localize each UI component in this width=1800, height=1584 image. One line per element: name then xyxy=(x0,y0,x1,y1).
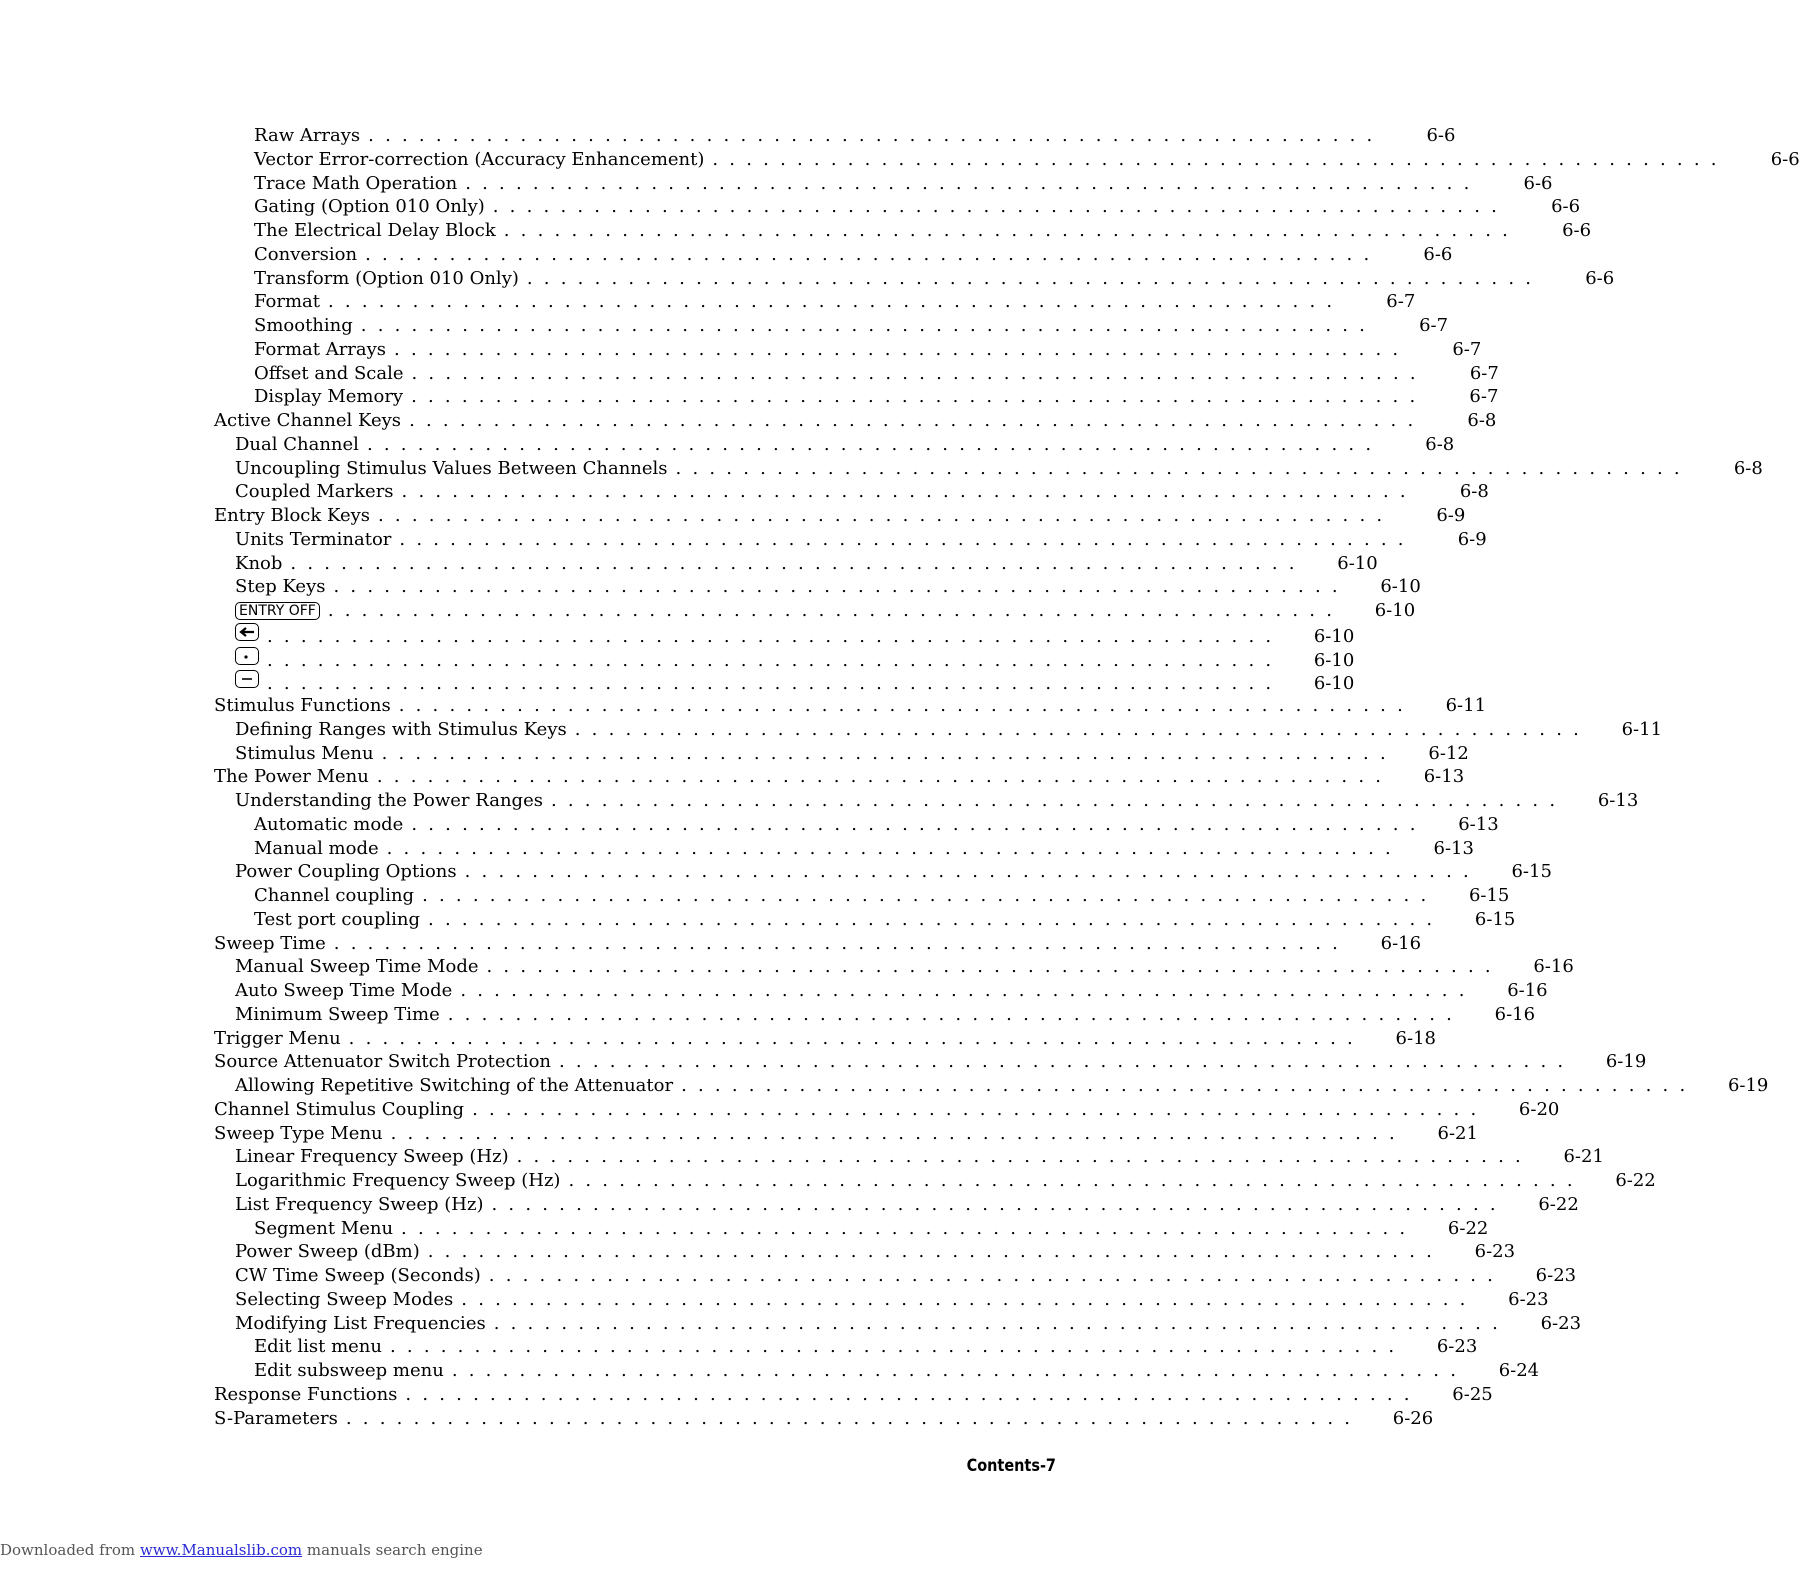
toc-dot-leader: ............................................................ xyxy=(333,932,1350,954)
toc-page-number: 6-15 xyxy=(1474,908,1516,930)
toc-entry-title: Test port coupling xyxy=(254,908,421,930)
toc-page-number: 6-9 xyxy=(1457,528,1487,550)
toc-page-number: 6-7 xyxy=(1469,386,1499,408)
toc-dot-leader: ............................................................ xyxy=(491,1193,1507,1215)
toc-page-number: 6-13 xyxy=(1458,813,1499,835)
toc-page-number: 6-25 xyxy=(1452,1383,1493,1405)
toc-entry-title: Response Functions xyxy=(214,1383,398,1405)
toc-entry[interactable] xyxy=(214,552,1378,576)
toc-entry-title: Modifying List Frequencies xyxy=(235,1312,486,1334)
toc-page-number: 6-13 xyxy=(1433,837,1474,859)
toc-dot-leader: ............................................................ xyxy=(376,766,1393,788)
toc-entry-key xyxy=(235,623,259,649)
toc-entry[interactable] xyxy=(214,932,1422,956)
toc-entry-title: Understanding the Power Ranges xyxy=(235,790,543,811)
toc-dot-leader: ............................................................ xyxy=(398,695,1415,716)
toc-dot-leader: ............................................................ xyxy=(464,861,1480,883)
toc-dot-leader: ............................................................ xyxy=(390,1336,1406,1358)
toc-page-number: 6-6 xyxy=(1770,148,1800,170)
toc-entry-title: Entry Block Keys xyxy=(214,505,371,526)
toc-entry[interactable] xyxy=(214,362,1499,386)
toc-entry[interactable] xyxy=(214,1383,1493,1407)
toc-entry[interactable] xyxy=(214,979,1548,1003)
toc-entry-title: Sweep Time xyxy=(214,932,326,954)
toc-dot-leader: ............................................................ xyxy=(516,1146,1532,1168)
toc-entry[interactable] xyxy=(214,813,1499,837)
toc-entry[interactable] xyxy=(214,718,1663,742)
toc-entry-title: The Power Menu xyxy=(214,766,369,788)
toc-entry-title: Transform (Option 010 Only) xyxy=(254,267,519,289)
toc-entry[interactable] xyxy=(214,623,1355,647)
toc-dot-leader: ............................................................ xyxy=(386,837,1402,859)
toc-entry[interactable] xyxy=(214,409,1497,433)
toc-dot-leader: ............................................................ xyxy=(267,673,1283,695)
toc-entry[interactable] xyxy=(214,433,1455,457)
toc-entry-title: Source Attenuator Switch Protection xyxy=(214,1051,551,1073)
toc-dot-leader: ............................................................ xyxy=(712,148,1728,170)
toc-entry-title: Raw Arrays xyxy=(254,125,361,146)
toc-entry[interactable] xyxy=(214,837,1474,861)
toc-dot-leader: ............................................................ xyxy=(503,220,1520,241)
toc-entry[interactable] xyxy=(214,1312,1582,1336)
minus-key-icon xyxy=(235,670,259,688)
toc-dot-leader: ............................................................ xyxy=(486,956,1502,978)
toc-entry[interactable] xyxy=(214,575,1421,599)
toc-entry[interactable] xyxy=(214,290,1416,314)
toc-entry[interactable] xyxy=(214,955,1574,979)
toc-dot-leader: ............................................................ xyxy=(267,649,1283,671)
entry-off-key-label: ENTRY OFF xyxy=(235,602,320,620)
toc-entry-title: Coupled Markers xyxy=(235,481,394,503)
toc-dot-leader: ............................................................ xyxy=(411,386,1427,408)
toc-dot-leader: ............................................................ xyxy=(394,338,1410,360)
toc-entry-title: Sweep Type Menu xyxy=(214,1122,383,1144)
toc-page-number: 6-6 xyxy=(1426,125,1456,146)
toc-page-number: 6-6 xyxy=(1551,196,1581,218)
toc-dot-leader: ............................................................ xyxy=(345,1407,1362,1429)
toc-entry[interactable] xyxy=(214,1335,1478,1359)
manualslib-link[interactable]: www.Manualslib.com xyxy=(139,1541,303,1559)
toc-entry[interactable] xyxy=(214,1074,1769,1098)
toc-entry[interactable] xyxy=(214,599,1416,623)
toc-entry-title: Selecting Sweep Modes xyxy=(235,1288,454,1310)
toc-dot-leader: ............................................................ xyxy=(681,1075,1697,1096)
toc-entry[interactable] xyxy=(214,1288,1549,1312)
toc-entry-title: Power Sweep (dBm) xyxy=(235,1241,420,1263)
toc-page-number: 6-22 xyxy=(1447,1217,1489,1239)
toc-dot-leader: ............................................................ xyxy=(472,1098,1488,1120)
toc-dot-leader: ............................................................ xyxy=(568,1170,1584,1191)
toc-page-number: 6-21 xyxy=(1563,1146,1604,1168)
toc-entry-title: Manual Sweep Time Mode xyxy=(235,956,479,978)
toc-entry-title: Minimum Sweep Time xyxy=(235,1003,440,1025)
toc-dot-leader: ............................................................ xyxy=(447,1003,1464,1025)
toc-page-number: 6-26 xyxy=(1392,1407,1434,1429)
toc-entry[interactable] xyxy=(214,765,1465,789)
toc-entry[interactable] xyxy=(214,314,1449,338)
toc-dot-leader: ............................................................ xyxy=(401,1217,1417,1239)
toc-entry[interactable] xyxy=(214,243,1453,267)
toc-dot-leader: ............................................................ xyxy=(559,1051,1575,1073)
toc-page-number: 6-16 xyxy=(1533,956,1574,978)
toc-entry[interactable] xyxy=(214,1027,1436,1051)
toc-page-number: 6-6 xyxy=(1423,243,1453,265)
toc-dot-leader: ............................................................ xyxy=(488,1265,1505,1286)
toc-dot-leader: ............................................................ xyxy=(675,457,1691,479)
toc-entry[interactable] xyxy=(214,1217,1489,1241)
toc-page-number: 6-16 xyxy=(1507,980,1548,1001)
toc-entry[interactable] xyxy=(214,1098,1560,1122)
toc-entry-title: Stimulus Functions xyxy=(214,695,391,716)
toc-page-number: 6-8 xyxy=(1733,457,1763,479)
toc-page-number: 6-13 xyxy=(1423,766,1465,788)
toc-entry-title: Format xyxy=(254,291,320,313)
toc-entry-title: Active Channel Keys xyxy=(214,410,402,431)
toc-entry-title: List Frequency Sweep (Hz) xyxy=(235,1193,484,1215)
toc-dot-leader: ............................................................ xyxy=(365,243,1381,265)
toc-entry-title: Manual mode xyxy=(254,837,379,859)
toc-dot-leader: ............................................................ xyxy=(428,908,1444,930)
toc-entry[interactable] xyxy=(214,219,1592,243)
toc-page-number: 6-15 xyxy=(1511,861,1552,883)
toc-page-number: 6-19 xyxy=(1727,1075,1769,1096)
toc-entry[interactable] xyxy=(214,789,1639,813)
toc-entry-title: Stimulus Menu xyxy=(235,742,374,764)
toc-page-number: 6-15 xyxy=(1468,885,1510,906)
toc-entry[interactable] xyxy=(214,694,1487,718)
download-notice xyxy=(0,1541,483,1559)
toc-page-number: 6-10 xyxy=(1380,576,1421,598)
toc-page-number: 6-22 xyxy=(1615,1170,1656,1191)
toc-entry-title: Channel Stimulus Coupling xyxy=(214,1098,465,1120)
toc-page-number: 6-20 xyxy=(1518,1098,1560,1120)
toc-page-number: 6-24 xyxy=(1498,1360,1540,1381)
table-of-contents xyxy=(214,124,1800,1430)
toc-page-number: 6-8 xyxy=(1425,433,1455,455)
toc-page-number: 6-22 xyxy=(1538,1193,1579,1215)
toc-page-number: 6-6 xyxy=(1585,267,1615,289)
toc-page-number: 6-23 xyxy=(1436,1336,1478,1358)
toc-page-number: 6-7 xyxy=(1469,362,1499,384)
toc-dot-leader: ............................................................ xyxy=(492,196,1509,218)
toc-dot-leader: ............................................................ xyxy=(390,1122,1406,1144)
backspace-key-icon xyxy=(235,623,259,641)
toc-page-number: 6-21 xyxy=(1437,1122,1478,1144)
toc-entry-key xyxy=(235,647,259,673)
toc-entry-title: Trace Math Operation xyxy=(254,172,458,194)
toc-page-number: 6-12 xyxy=(1428,742,1469,764)
toc-entry-title: Channel coupling xyxy=(254,885,415,906)
toc-entry[interactable] xyxy=(214,457,1763,481)
toc-dot-leader: ............................................................ xyxy=(381,742,1397,764)
toc-entry[interactable] xyxy=(214,195,1581,219)
toc-page-number: 6-10 xyxy=(1313,673,1355,695)
toc-entry[interactable] xyxy=(214,908,1516,932)
toc-dot-leader: ............................................................ xyxy=(327,291,1344,313)
toc-entry[interactable] xyxy=(214,385,1499,409)
toc-entry[interactable] xyxy=(214,1122,1478,1146)
toc-page-number: 6-10 xyxy=(1313,625,1355,647)
toc-entry-title: Allowing Repetitive Switching of the Attenuator xyxy=(235,1075,674,1096)
toc-page-number: 6-6 xyxy=(1523,172,1553,194)
toc-entry-title: Edit list menu xyxy=(254,1336,382,1358)
toc-entry[interactable] xyxy=(214,742,1469,766)
toc-page-number: 6-13 xyxy=(1597,790,1639,811)
toc-entry-title: Conversion xyxy=(254,243,358,265)
toc-entry[interactable] xyxy=(214,1407,1434,1431)
toc-entry-title: Edit subsweep menu xyxy=(254,1360,444,1381)
toc-dot-leader: ............................................................ xyxy=(327,600,1344,621)
toc-entry[interactable] xyxy=(214,267,1615,291)
download-suffix: manuals search engine xyxy=(306,1541,483,1559)
toc-entry[interactable] xyxy=(214,148,1800,172)
toc-entry-title: Knob xyxy=(235,552,283,574)
toc-dot-leader: ............................................................ xyxy=(550,790,1567,811)
toc-page-number: 6-11 xyxy=(1445,695,1487,716)
toc-entry[interactable] xyxy=(214,1264,1577,1288)
toc-entry[interactable] xyxy=(214,884,1510,908)
toc-entry[interactable] xyxy=(214,647,1355,671)
toc-entry-key xyxy=(235,670,259,696)
toc-entry-title: Display Memory xyxy=(254,386,404,408)
toc-entry[interactable] xyxy=(214,480,1489,504)
toc-page-number: 6-7 xyxy=(1452,338,1482,360)
toc-entry-title: Smoothing xyxy=(254,315,353,336)
toc-entry-title: Logarithmic Frequency Sweep (Hz) xyxy=(235,1170,561,1191)
toc-entry-key xyxy=(235,599,320,623)
toc-page-number: 6-23 xyxy=(1535,1265,1577,1286)
toc-entry[interactable] xyxy=(214,338,1482,362)
toc-dot-leader: ............................................................ xyxy=(409,410,1425,431)
toc-entry[interactable] xyxy=(214,1050,1647,1074)
toc-entry[interactable] xyxy=(214,670,1355,695)
toc-entry-title: Format Arrays xyxy=(254,338,387,360)
toc-dot-leader: ............................................................ xyxy=(411,362,1427,384)
toc-dot-leader: ............................................................ xyxy=(405,1383,1421,1405)
toc-page-number: 6-11 xyxy=(1621,718,1663,740)
toc-dot-leader: ............................................................ xyxy=(401,481,1417,503)
toc-dot-leader: ............................................................ xyxy=(290,552,1306,574)
toc-dot-leader: ............................................................ xyxy=(526,267,1543,289)
download-prefix: Downloaded from xyxy=(0,1541,136,1559)
toc-dot-leader: ............................................................ xyxy=(378,505,1394,526)
toc-entry[interactable] xyxy=(214,1003,1536,1027)
toc-entry[interactable] xyxy=(214,1145,1604,1169)
toc-entry-title: CW Time Sweep (Seconds) xyxy=(235,1265,481,1286)
toc-entry-title: The Electrical Delay Block xyxy=(254,220,496,241)
toc-dot-leader: ............................................................ xyxy=(366,433,1383,455)
toc-page-number: 6-8 xyxy=(1459,481,1489,503)
toc-dot-leader: ............................................................ xyxy=(333,576,1349,598)
toc-entry-title: Vector Error-correction (Accuracy Enhancement) xyxy=(254,148,705,170)
toc-entry[interactable] xyxy=(214,504,1466,528)
toc-entry[interactable] xyxy=(214,1193,1579,1217)
toc-page-number: 6-7 xyxy=(1386,291,1416,313)
toc-entry-title: Step Keys xyxy=(235,576,326,598)
toc-entry-title: Automatic mode xyxy=(254,813,404,835)
toc-dot-leader: ............................................................ xyxy=(427,1241,1444,1263)
toc-page-number: 6-23 xyxy=(1474,1241,1516,1263)
toc-page-number: 6-6 xyxy=(1562,220,1592,241)
toc-page-number: 6-23 xyxy=(1540,1312,1582,1334)
toc-entry-title: Defining Ranges with Stimulus Keys xyxy=(235,718,567,740)
toc-entry-title: Auto Sweep Time Mode xyxy=(235,980,453,1001)
decimal-point-key-icon xyxy=(235,647,259,665)
toc-dot-leader: ............................................................ xyxy=(422,885,1438,906)
toc-entry-title: S-Parameters xyxy=(214,1407,338,1429)
toc-entry[interactable] xyxy=(214,1240,1516,1264)
toc-dot-leader: ............................................................ xyxy=(267,625,1283,647)
toc-dot-leader: ............................................................ xyxy=(451,1360,1468,1381)
toc-dot-leader: ............................................................ xyxy=(399,528,1415,550)
toc-page-number: 6-16 xyxy=(1494,1003,1536,1025)
toc-page-number: 6-7 xyxy=(1419,315,1449,336)
toc-entry[interactable] xyxy=(214,1169,1656,1193)
toc-dot-leader: ............................................................ xyxy=(465,172,1481,194)
toc-page-number: 6-9 xyxy=(1436,505,1466,526)
toc-page-number: 6-10 xyxy=(1374,600,1416,621)
toc-entry-title: Dual Channel xyxy=(235,433,359,455)
toc-page-number: 6-10 xyxy=(1337,552,1378,574)
toc-entry-title: Power Coupling Options xyxy=(235,861,457,883)
toc-entry-title: Linear Frequency Sweep (Hz) xyxy=(235,1146,509,1168)
toc-dot-leader: ............................................................ xyxy=(368,125,1384,146)
toc-entry[interactable] xyxy=(214,1359,1540,1383)
toc-dot-leader: ............................................................ xyxy=(493,1312,1510,1334)
toc-page-number: 6-16 xyxy=(1380,932,1422,954)
toc-entry[interactable] xyxy=(214,528,1487,552)
toc-page-number: 6-23 xyxy=(1508,1288,1549,1310)
toc-entry[interactable] xyxy=(214,860,1552,884)
toc-dot-leader: ............................................................ xyxy=(348,1027,1364,1049)
toc-dot-leader: ............................................................ xyxy=(461,1288,1477,1310)
toc-entry-title: Units Terminator xyxy=(235,528,392,550)
toc-entry-title: Gating (Option 010 Only) xyxy=(254,196,485,218)
toc-entry-title: Uncoupling Stimulus Values Between Channels xyxy=(235,457,668,479)
toc-entry-title: Offset and Scale xyxy=(254,362,404,384)
page-footer-label: Contents-7 xyxy=(966,1456,1056,1476)
toc-page-number: 6-18 xyxy=(1395,1027,1436,1049)
toc-dot-leader: ............................................................ xyxy=(360,315,1377,336)
toc-dot-leader: ............................................................ xyxy=(411,813,1427,835)
toc-entry[interactable] xyxy=(214,172,1553,196)
toc-page-number: 6-10 xyxy=(1313,649,1355,671)
toc-dot-leader: ............................................................ xyxy=(574,718,1591,740)
toc-entry-title: Trigger Menu xyxy=(214,1027,341,1049)
toc-page-number: 6-8 xyxy=(1467,410,1497,431)
toc-entry-title: Segment Menu xyxy=(254,1217,394,1239)
toc-entry[interactable] xyxy=(214,124,1456,148)
toc-dot-leader: ............................................................ xyxy=(460,980,1476,1001)
toc-page-number: 6-19 xyxy=(1605,1051,1647,1073)
